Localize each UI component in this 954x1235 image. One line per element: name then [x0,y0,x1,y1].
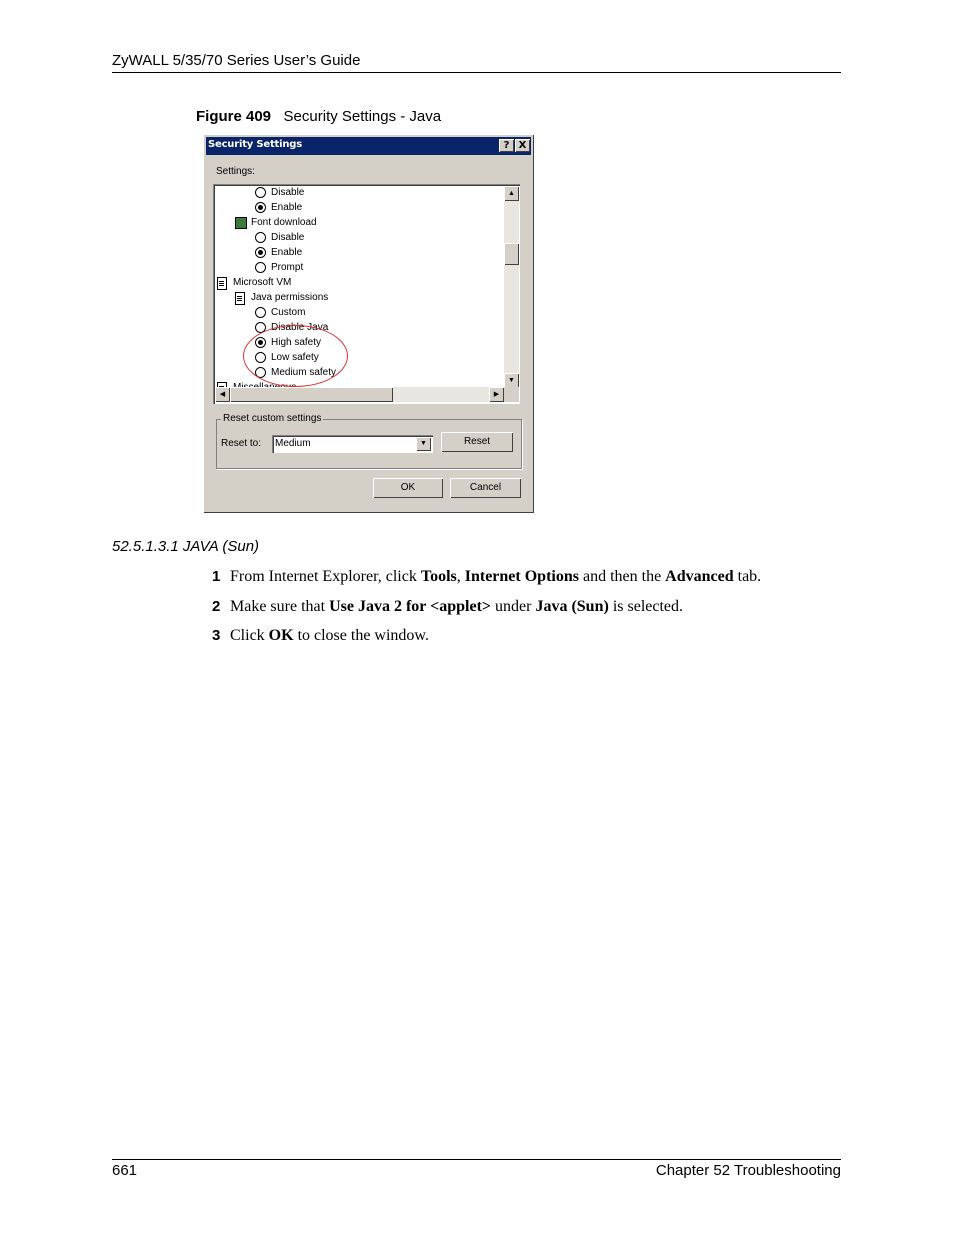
step-text: Make sure that [230,598,330,615]
header-rule [112,72,841,73]
figure-label: Figure 409 [196,108,272,125]
dialog-title: Security Settings [208,139,302,150]
step-bold: Tools [420,568,457,585]
page-number: 661 [112,1162,138,1179]
running-header: ZyWALL 5/35/70 Series User’s Guide [112,52,361,69]
horizontal-scrollbar[interactable] [215,387,504,402]
help-button[interactable]: ? [499,139,514,152]
scrollbar-corner [504,387,519,402]
step-number: 1 [212,568,221,585]
tree-item-label: Java permissions [251,292,329,303]
step-text: Click [230,627,269,644]
vertical-scroll-thumb[interactable] [504,243,519,265]
step-number: 2 [212,598,221,615]
document-icon [217,277,227,290]
vertical-scrollbar[interactable] [504,186,519,388]
step-text: , [456,568,465,585]
section-heading: 52.5.1.3.1 JAVA (Sun) [112,538,260,555]
dropdown-arrow-icon[interactable]: ▼ [416,437,431,451]
step-bold: Use Java 2 for <applet> [329,598,492,615]
radio-unchecked-icon [255,187,266,198]
scroll-left-arrow-icon[interactable]: ◀ [215,387,230,402]
close-button[interactable]: X [515,139,530,152]
figure-title: Security Settings - Java [283,108,442,125]
step-1 [212,568,761,586]
tree-item-label: Disable [271,232,305,243]
settings-gear-icon [235,217,247,229]
step-text: tab. [733,568,762,585]
tree-item-label: Custom [271,307,306,318]
tree-item-label: High safety [271,337,322,348]
tree-item-label: Medium safety [271,367,337,378]
step-number: 3 [212,627,221,644]
figure-caption [196,108,441,125]
scroll-down-arrow-icon[interactable]: ▼ [504,373,519,388]
chapter-title: Chapter 52 Troubleshooting [655,1162,841,1179]
scroll-up-arrow-icon[interactable]: ▲ [504,186,519,201]
reset-button[interactable]: Reset [441,432,513,452]
tree-item-label: Microsoft VM [233,277,292,288]
dialog-titlebar [206,137,531,155]
step-3 [212,627,429,645]
step-bold: Internet Options [464,568,579,585]
reset-to-label: Reset to: [221,438,262,449]
step-bold: Java (Sun) [535,598,609,615]
settings-label: Settings: [216,166,255,177]
tree-item-label: Low safety [271,352,319,363]
tree-item-label: Prompt [271,262,304,273]
cancel-button[interactable]: Cancel [450,478,521,498]
tree-item-label: Disable Java [271,322,329,333]
reset-group-label: Reset custom settings [223,413,322,424]
document-icon [235,292,245,305]
footer-rule [112,1159,841,1160]
step-text: and then the [578,568,666,585]
tree-item-label: Enable [271,247,303,258]
step-2 [212,598,683,616]
radio-unchecked-icon [255,307,266,318]
radio-unchecked-icon [255,262,266,273]
tree-item-label: Font download [251,217,317,228]
step-text: is selected. [608,598,684,615]
tree-item-label: Enable [271,202,303,213]
radio-checked-icon [255,202,266,213]
step-bold: OK [268,627,294,644]
tree-item-label: Disable [271,187,305,198]
radio-checked-icon [255,247,266,258]
highlight-circle [243,325,348,387]
step-bold: Advanced [665,568,734,585]
ok-button[interactable]: OK [373,478,443,498]
step-text: under [491,598,536,615]
horizontal-scroll-thumb[interactable] [230,387,393,402]
radio-unchecked-icon [255,232,266,243]
scroll-right-arrow-icon[interactable]: ▶ [489,387,504,402]
step-text: to close the window. [293,627,429,644]
step-text: From Internet Explorer, click [230,568,421,585]
reset-to-value: Medium [275,438,311,449]
